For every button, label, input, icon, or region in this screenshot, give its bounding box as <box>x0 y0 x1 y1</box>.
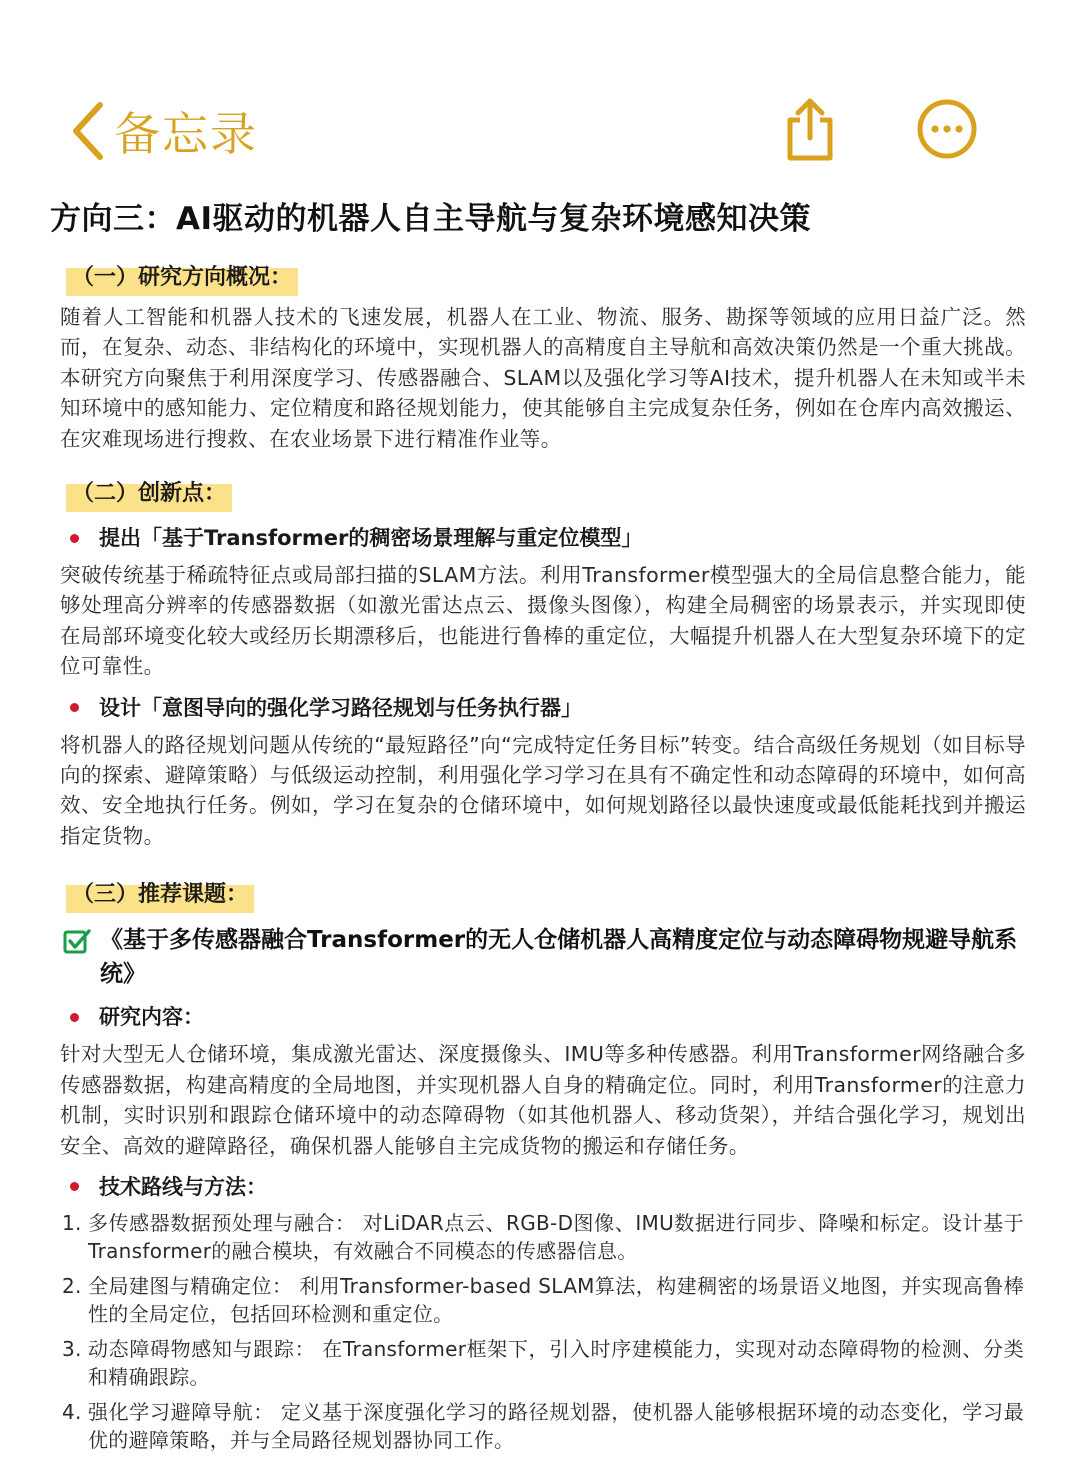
list-item <box>62 1398 1024 1455</box>
list-item <box>62 1335 1024 1392</box>
innovation-item-2-title: 设计「意图导向的强化学习路径规划与任务执行器」 <box>99 695 582 720</box>
bullet-dot-icon <box>70 703 79 712</box>
innovation-item-1 <box>70 522 1080 554</box>
share-button[interactable] <box>782 96 838 162</box>
bullet-dot-icon <box>70 1182 79 1191</box>
topic-title: 《基于多传感器融合Transformer的无人仓储机器人高精度定位与动态障碍物规避导航系统》 <box>100 927 1018 988</box>
list-item <box>62 1272 1024 1329</box>
step-text: 多传感器数据预处理与融合： 对LiDAR点云、RGB-D图像、IMU数据进行同步、降噪和标定。设计基于Transformer的融合模块，有效融合不同模态的传感器信息。 <box>88 1210 1024 1264</box>
step-number: 1. <box>62 1210 82 1235</box>
section-heading-innovation: （二）创新点： <box>66 476 232 512</box>
bullet-dot-icon <box>70 1013 79 1022</box>
method-label <box>70 1171 1080 1203</box>
research-content-label-text: 研究内容： <box>99 1005 204 1030</box>
research-content-paragraph: 针对大型无人仓储环境，集成激光雷达、深度摄像头、IMU等多种传感器。利用Transformer网络融合多传感器数据，构建高精度的全局地图，并实现机器人自身的精确定位。同时，利用Transformer的注意力机制，实时识别和跟踪仓储环境中的动态障碍物（如其他机器人、移动货架），并结合强化学习，规划出安全、高效的避障路径，确保机器人能够自主完成货物的搬运和存储任务。 <box>60 1042 1026 1158</box>
note-body[interactable] <box>0 196 1080 1461</box>
innovation-item-2 <box>70 692 1080 724</box>
overview-paragraph: 随着人工智能和机器人技术的飞速发展，机器人在工业、物流、服务、勘探等领域的应用日益广泛。然而，在复杂、动态、非结构化的环境中，实现机器人的高精度自主导航和高效决策仍然是一个重大挑战。本研究方向聚焦于利用深度学习、传感器融合、SLAM以及强化学习等AI技术，提升机器人在未知或半未知环境中的感知能力、定位精度和路径规划能力，使其能够自主完成复杂任务，例如在仓库内高效搬运、在灾难现场进行搜救、在农业场景下进行精准作业等。 <box>60 305 1026 451</box>
back-label: 备忘录 <box>114 107 258 161</box>
step-text: 动态障碍物感知与跟踪： 在Transformer框架下，引入时序建模能力，实现对动态障碍物的检测、分类和精确跟踪。 <box>88 1336 1024 1390</box>
research-content-label <box>70 1001 1080 1033</box>
innovation-item-2-paragraph: 将机器人的路径规划问题从传统的“最短路径”向“完成特定任务目标”转变。结合高级任务规划（如目标导向的探索、避障策略）与低级运动控制，利用强化学习学习在具有不确定性和动态障碍的环境中，如何高效、安全地执行任务。例如，学习在复杂的仓储环境中，如何规划路径以最快速度或最低能耗找到并搬运指定货物。 <box>60 732 1026 848</box>
step-text: 强化学习避障导航： 定义基于深度强化学习的路径规划器，使机器人能够根据环境的动态变化，学习最优的避障策略，并与全局路径规划器协同工作。 <box>88 1399 1024 1453</box>
back-button[interactable] <box>70 96 258 166</box>
ellipsis-circle-icon <box>916 145 978 164</box>
top-nav-bar <box>0 0 1080 190</box>
note-title: 方向三：AI驱动的机器人自主导航与复杂环境感知决策 <box>50 201 812 237</box>
share-icon <box>782 147 838 166</box>
more-options-button[interactable] <box>916 98 978 160</box>
list-item <box>62 1209 1024 1266</box>
chevron-left-icon <box>70 101 106 161</box>
section-heading-overview: （一）研究方向概况： <box>66 260 298 296</box>
topic-checklist-item[interactable] <box>62 923 1024 991</box>
bullet-dot-icon <box>70 534 79 543</box>
step-number: 2. <box>62 1273 82 1298</box>
step-number: 4. <box>62 1399 82 1424</box>
step-text: 全局建图与精确定位： 利用Transformer-based SLAM算法，构建稠密的场景语义地图，并实现高鲁棒性的全局定位，包括回环检测和重定位。 <box>88 1273 1024 1327</box>
step-number: 3. <box>62 1336 82 1361</box>
method-label-text: 技术路线与方法： <box>99 1174 267 1199</box>
checkbox-checked-icon[interactable] <box>62 923 92 961</box>
innovation-item-1-title: 提出「基于Transformer的稠密场景理解与重定位模型」 <box>99 526 643 551</box>
section-heading-topic: （三）推荐课题： <box>66 877 254 913</box>
method-steps-list <box>62 1209 1024 1455</box>
innovation-item-1-paragraph: 突破传统基于稀疏特征点或局部扫描的SLAM方法。利用Transformer模型强大的全局信息整合能力，能够处理高分辨率的传感器数据（如激光雷达点云、摄像头图像），构建全局稠密的场景表示，并实现即使在局部环境变化较大或经历长期漂移后，也能进行鲁棒的重定位，大幅提升机器人在大型复杂环境下的定位可靠性。 <box>60 563 1026 679</box>
